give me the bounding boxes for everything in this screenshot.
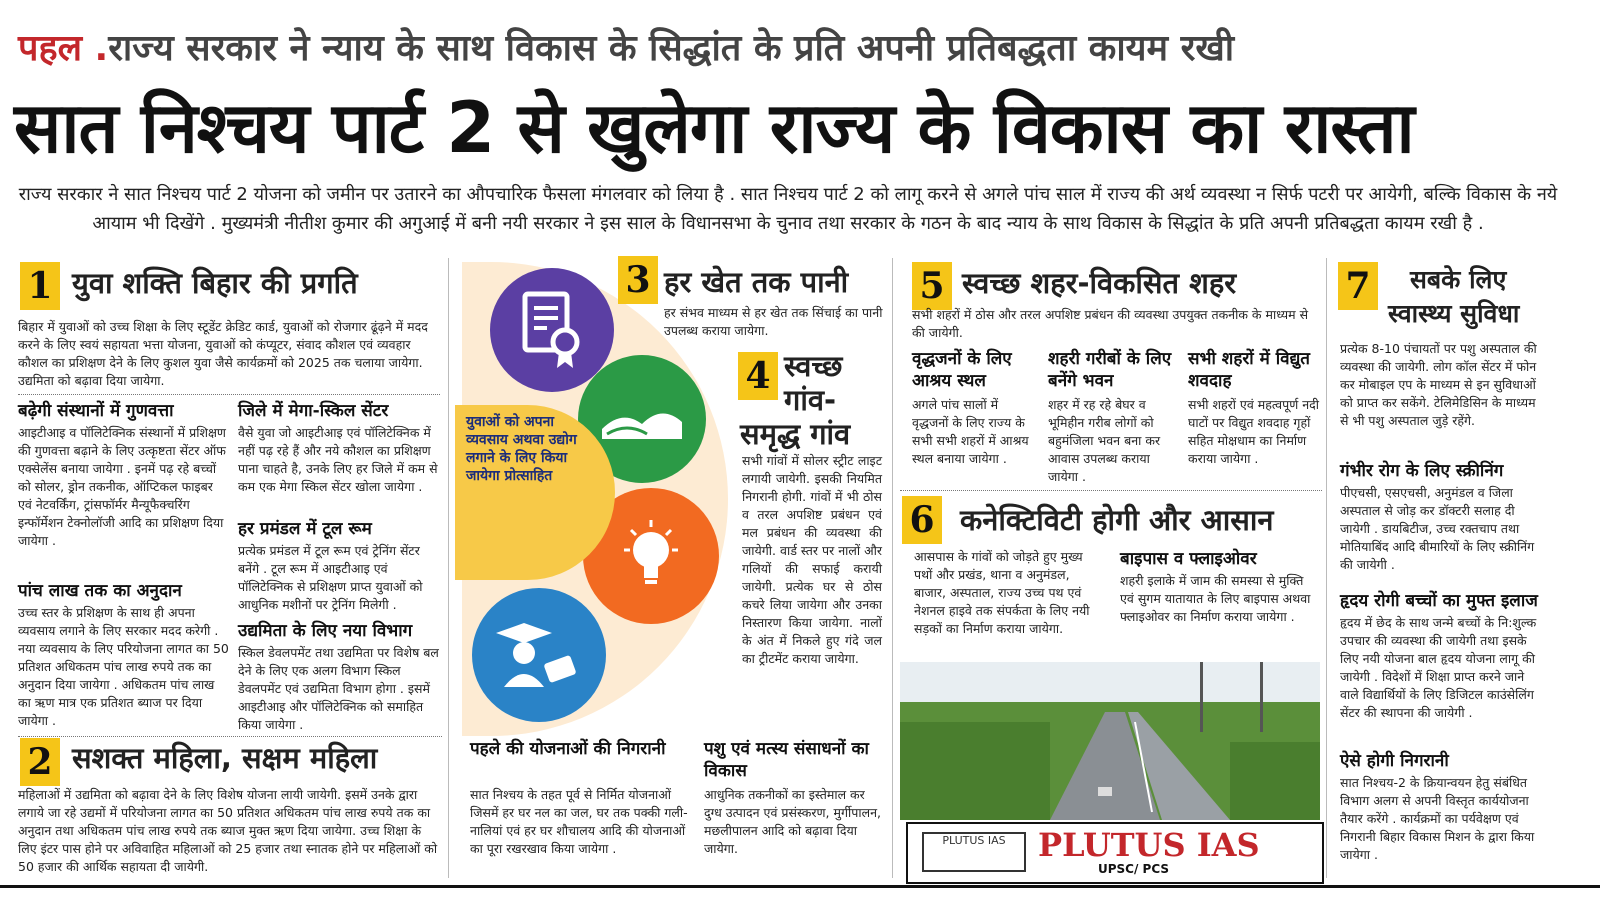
sub-heading: पहले की योजनाओं की निगरानी [470,739,666,759]
divider [900,490,1322,491]
section-title: सबके लिए [1410,265,1507,294]
section-body: सभी गांवों में सोलर स्ट्रीट लाइट लगायी जायेगी. इसकी नियमित निगरानी होगी. गांवों में भी ठोस व तरल अपशिष्ट प्रबंधन एवं मल प्रबंधन की व्यवस्था की जायेगी. वार्ड स्तर पर नालों और गलियों की सफाई करायी जायेगी. प्रत्येक घर से ठोस कचरे लिया जायेगा और उनका निस्तारण किया जायेगा. नालों के अंत में निकले हुए गंदे जल का ट्रीटमेंट कराया जायेगा. [742,453,882,666]
column-divider [1326,258,1327,878]
sub-body: सात निश्चय के तहत पूर्व से निर्मित योजनाओं जिसमें हर घर नल का जल, घर तक पक्की गली-नालियां एवं हर घर शौचालय आदि की योजनाओं का पूरा रखरखाव किया जायेगा . [470,787,688,856]
logo-tagline: UPSC/ PCS [1098,862,1170,876]
section-title: सशक्त महिला, सक्षम महिला [72,741,378,775]
intro-paragraph: राज्य सरकार ने सात निश्चय पार्ट 2 योजना को जमीन पर उतारने का औपचारिक फैसला मंगलवार को लिया है . सात निश्चय पार्ट 2 को लागू करने से अगले पांच साल में राज्य की अर्थ व्यवस्था न सिर्फ पटरी पर आयेगी, बल्कि विकास के नये आयाम भी दिखेंगे . मुख्यमंत्री नीतीश कुमार की अगुआई में बनी नयी सरकार ने इस साल के विधानसभा के चुनाव तथा सरकार के गठन के बाद न्याय के साथ विकास के सिद्धांत के प्रति अपनी प्रतिबद्धता कायम रखी है . [18,184,1558,234]
divider [18,394,440,395]
section-title: युवा शक्ति बिहार की प्रगति [72,266,358,300]
section-body: सभी शहरों में ठोस और तरल अपशिष्ट प्रबंधन की व्यवस्था उपयुक्त तकनीक के माध्यम से की जायेगी. [912,307,1309,340]
graduate-icon [472,588,606,722]
sub-body: पीएचसी, एसएचसी, अनुमंडल व जिला अस्पताल से जोड़ कर डॉक्टरी सलाह दी जायेगी . डायबिटीज, उच्च रक्तचाप तथा मोतियाबिंद आदि बीमारियों के लिए स्क्रीनिंग की जायेगी . [1340,485,1535,572]
sub-heading: जिले में मेगा-स्किल सेंटर [238,401,389,421]
section-body: महिलाओं में उद्यमिता को बढ़ावा देने के लिए विशेष योजना लायी जायेगी. इसमें उनके द्वारा लगाये जा रहे उद्यमों में परियोजना लागत का 50 प्रतिशत अधिकतम पांच लाख रुपये तक का अनुदान तथा अधिकतम पांच लाख रुपये तक ब्याज मुक्त ऋण दिया जायेगा. उच्च शिक्षा के लिए इंटर पास होने पर अविवाहित महिलाओं को 25 हजार तथा स्नातक होने पर महिलाओं को 50 हजार की आर्थिक सहायता दी जायेगी. [18,787,438,874]
sub-heading: बाइपास व फ्लाइओवर [1120,549,1257,569]
kicker-text: राज्य सरकार ने न्याय के साथ विकास के सिद्धांत के प्रति अपनी प्रतिबद्धता कायम रखी [108,28,1235,69]
sub-body: प्रत्येक प्रमंडल में टूल रूम एवं ट्रेनिंग सेंटर बनेंगे . टूल रूम में आइटीआइ एवं पॉलिटेक्निक से प्रशिक्षण प्राप्त युवाओं को आधुनिक मशीनों पर ट्रेनिंग मिलेगी . [238,543,423,612]
sub-body: वैसे युवा जो आइटीआइ एवं पॉलिटेक्निक में नहीं पढ़ रहे हैं और नये कौशल का प्रशिक्षण पाना चाहते है, उनके लिए हर जिले में कम से कम एक मेगा स्किल सेंटर खोला जायेगा . [238,425,438,494]
kicker [18,22,1234,71]
section-title: गांव- [784,383,836,417]
section-number: 7 [1338,262,1378,310]
section-title: स्वच्छ शहर-विकसित शहर [962,266,1237,300]
sub-body: अगले पांच सालों में वृद्धजनों के लिए राज्य के सभी सभी शहरों में आश्रय स्थल बनाया जायेगा . [912,397,1029,466]
sub-heading: वृद्धजनों के लिए आश्रय स्थल [912,349,1012,391]
section-number: 6 [902,496,942,544]
sub-body: शहर में रह रहे बेघर व भूमिहीन गरीब लोगों को बहुमंजिला भवन बना कर आवास उपलब्ध कराया जायेगा . [1048,397,1161,484]
logo-title: PLUTUS IAS [1038,826,1260,864]
section-number: 5 [912,262,952,310]
kicker-prefix: पहल . [18,28,109,69]
sub-body: हृदय में छेद के साथ जन्मे बच्चों के नि:शुल्क उपचार की व्यवस्था की जायेगी तथा इसके लिए नयी योजना बाल हृदय योजना लागू की जायेगी . विदेशों में शिक्षा प्राप्त करने जाने वाले विद्यार्थियों के लिए डिजिटल काउंसेलिंग सेंटर की स्थापना की जायेगी . [1340,615,1537,720]
sub-heading: सभी शहरों में विद्युत शवदाह [1188,349,1310,391]
section-title: स्वास्थ्य सुविधा [1388,299,1520,328]
divider [18,736,442,737]
headline: सात निश्चय पार्ट 2 से खुलेगा राज्य के विकास का रास्ता [14,87,1414,169]
section-title: हर खेत तक पानी [664,265,849,299]
section-body: प्रत्येक 8-10 पंचायतों पर पशु अस्पताल की व्यवस्था की जायेगी. लोग कॉल सेंटर में फोन कर मोबाइल एप के माध्यम से इन सुविधाओं को प्राप्त कर सकेंगे. टेलिमेडिसिन के माध्यम से भी पशु अस्पताल जुड़े रहेंगे. [1340,341,1537,428]
sub-body: स्किल डेवलपमेंट तथा उद्यमिता पर विशेष बल देने के लिए एक अलग विभाग स्किल डेवलपमेंट एवं उद्यमिता विभाग होगा . इसमें आइटीआइ और पॉलिटेक्निक को समाहित किया जायेगा . [238,645,439,732]
sub-body: शहरी इलाके में जाम की समस्या से मुक्ति एवं सुगम यातायात के लिए बाइपास अथवा फ्लाइओवर का निर्माण कराया जायेगा . [1120,573,1311,624]
sub-body: उच्च स्तर के प्रशिक्षण के साथ ही अपना व्यवसाय लगाने के लिए सरकार मदद करेगी . नया व्यवसाय के लिए परियोजना लागत का 50 प्रतिशत अधिकतम पांच लाख रुपये तक का अनुदान दिया जायेगा . अधिकतम पांच लाख का ऋण मात्र एक प्रतिशत ब्याज पर दिया जायेगा . [18,605,229,728]
sub-heading: हर प्रमंडल में टूल रूम [238,519,372,539]
sub-body: आइटीआइ व पॉलिटेक्निक संस्थानों में प्रशिक्षण की गुणवत्ता बढ़ाने के लिए उत्कृष्टता सेंटर ऑफ एक्सेलेंस बनाया जायेगा . इनमें पढ़ रहे बच्चों को सोलर, ड्रोन तकनीक, ऑप्टिकल फाइबर एवं नेटवर्किंग, ट्रांसफॉर्मर मैन्यूफैक्चरिंग इन्फॉर्मेशन टेक्नोलॉजी आदि का प्रशिक्षण दिया जायेगा . [18,425,226,548]
section-number: 4 [738,352,778,400]
section-number: 1 [20,262,60,310]
section-number: 2 [20,738,60,786]
sub-heading: ऐसे होगी निगरानी [1340,751,1449,771]
bottom-rule [0,885,1600,888]
sub-heading: पांच लाख तक का अनुदान [18,581,182,601]
section-title: स्वच्छ [784,349,843,383]
section-title: समृद्ध गांव [740,417,851,451]
sub-body: सात निश्चय-2 के क्रियान्वयन हेतु संबंधित विभाग अलग से अपनी विस्तृत कार्ययोजना तैयार करेंगे . कार्यक्रमों का पर्यवेक्षण एवं निगरानी बिहार विकास मिशन के द्वारा किया जायेगा . [1340,775,1535,862]
sub-heading: उद्यमिता के लिए नया विभाग [238,621,413,641]
callout-text: युवाओं को अपना व्यवसाय अथवा उद्योग लगाने के लिए किया जायेगा प्रोत्साहित [466,414,577,484]
sub-heading: बढ़ेगी संस्थानों में गुणवत्ता [18,401,174,421]
section-body: आसपास के गांवों को जोड़ते हुए मुख्य पथों और प्रखंड, थाना व अनुमंडल, बाजार, अस्पताल, राज्य उच्च पथ एवं नेशनल हाइवे तक संपर्कता के लिए नयी सड़कों का निर्माण कराया जायेगा. [914,549,1090,636]
column-divider [892,258,893,878]
section-body: बिहार में युवाओं को उच्च शिक्षा के लिए स्टूडेंट क्रेडिट कार्ड, युवाओं को रोजगार ढूंढ़ने में मदद करने के लिए स्वयं सहायता भत्ता योजना, युवाओं को कंप्यूटर, संवाद कौशल एवं व्यवहार कौशल का प्रशिक्षण देने के लिए कुशल युवा जैसे कार्यक्रमों को 2025 तक चलाया जायेगा. उद्यमिता को बढ़ावा दिया जायेगा. [18,319,428,388]
sub-body: आधुनिक तकनीकों का इस्तेमाल कर दुग्ध उत्पादन एवं प्रसंस्करण, मुर्गीपालन, मछलीपालन आदि को बढ़ावा दिया जायेगा. [704,787,881,856]
logo-small-text: PLUTUS IAS [942,834,1006,847]
sub-heading: पशु एवं मत्स्य संसाधनों का विकास [704,739,869,781]
section-body: हर संभव माध्यम से हर खेत तक सिंचाई का पानी उपलब्ध कराया जायेगा. [664,305,883,338]
sub-heading: शहरी गरीबों के लिए बनेंगे भवन [1048,349,1172,391]
section-title: कनेक्टिविटी होगी और आसान [960,503,1274,537]
section-number: 3 [618,256,658,304]
column-divider [448,258,449,878]
highway-photo [900,662,1320,820]
sub-heading: गंभीर रोग के लिए स्क्रीनिंग [1340,461,1504,481]
plutus-ias-logo [906,822,1324,884]
sub-body: सभी शहरों एवं महत्वपूर्ण नदी घाटों पर विद्युत शवदाह गृहों सहित मोक्षधाम का निर्माण कराया जायेगा . [1188,397,1320,466]
logo-small-box [922,832,1026,872]
sub-heading: हृदय रोगी बच्चों का मुफ्त इलाज [1340,591,1538,611]
